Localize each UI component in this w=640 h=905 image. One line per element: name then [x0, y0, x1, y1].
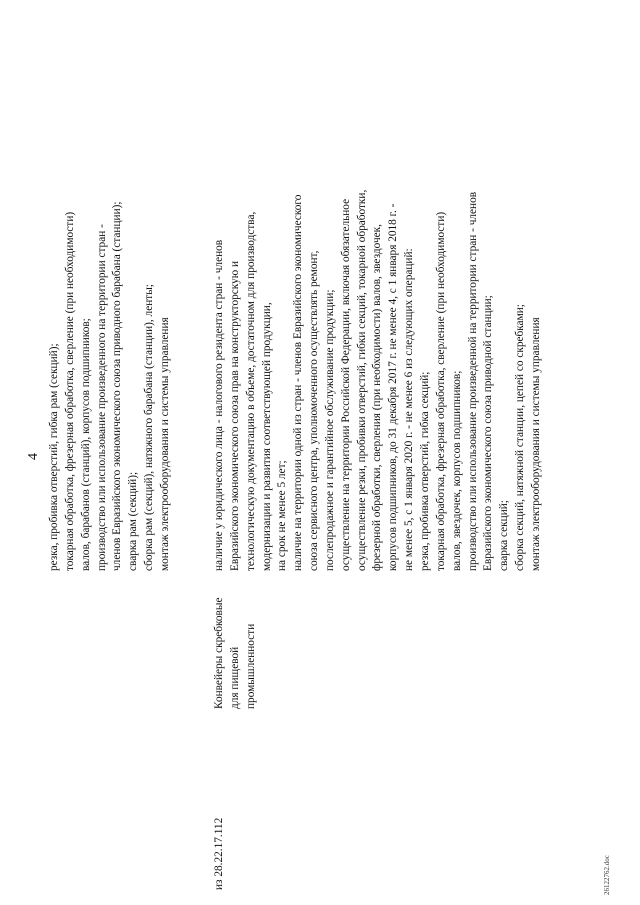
document-footer-code: 26122762.doc — [603, 855, 611, 895]
text-line: модернизации и развития соответствующей продукции, — [260, 302, 273, 571]
text-line: не менее 5, с 1 января 2020 г. - не менее 6 из следующих операций: — [403, 248, 416, 571]
text-line: для пищевой — [228, 646, 241, 709]
continuation-requirements — [47, 201, 174, 571]
text-line: токарная обработка, фрезерная обработка, сверление (при необходимости) — [63, 211, 76, 571]
text-line: Евразийского экономического союза прав на конструкторскую и — [228, 260, 241, 571]
text-line: валов, барабанов (станций), корпусов подшипников; — [79, 318, 92, 571]
text-line: технологическую документацию в объеме, достаточном для производства, — [244, 211, 257, 571]
text-line: корпусов подшипников, до 31 декабря 2017 г. не менее 4, с 1 января 2018 г. - — [387, 203, 400, 571]
text-line: резка, пробивка отверстий, гибка секций; — [418, 371, 431, 571]
text-line: послепродажное и гарантийное обслуживание продукции; — [323, 289, 336, 571]
text-line: членов Евразийского экономического союза приводного барабана (станции); — [111, 201, 124, 571]
text-line: производство или использование произведенного на территории стран - — [95, 224, 108, 571]
text-line: на срок не менее 5 лет; — [276, 460, 289, 571]
text-line: наличие у юридического лица - налогового резидента стран - членов — [213, 239, 225, 571]
text-line: Конвейеры скребковые — [213, 597, 225, 709]
text-line: союза сервисного центра, уполномоченного осуществлять ремонт, — [308, 250, 321, 571]
text-line: осуществление на территории Российской Федерации, включая обязательное — [339, 198, 352, 571]
text-line: Евразийского экономического союза приводной станции; — [482, 295, 495, 571]
product-name — [212, 598, 260, 710]
text-line: резка, пробивка отверстий, гибка рам (секций); — [48, 343, 60, 571]
text-line: производство или использование произведенной на территории стран - членов — [466, 191, 479, 571]
text-line: фрезерной обработки, сверления (при необходимости) валов, звездочек, — [371, 224, 384, 571]
text-line: валов, звездочек, корпусов подшипников; — [450, 370, 463, 571]
production-requirements — [212, 190, 545, 571]
text-line: сварка рам (секций); — [127, 471, 140, 571]
text-line: сборка секций, натяжной станции, цепей со скребками; — [514, 304, 527, 571]
text-line: осуществление резки, пробивки отверстий, гибки секций, токарной обработки, — [355, 189, 368, 571]
text-line: промышленности — [244, 623, 257, 709]
text-line: монтаж электрооборудования и системы управления — [158, 317, 171, 571]
product-code: из 28.22.17.112 — [213, 817, 225, 890]
text-line: монтаж электрооборудования и системы управления — [529, 317, 542, 571]
text-line: сборка рам (секций), натяжного барабана (станции), ленты; — [143, 284, 156, 571]
text-line: сварка секций; — [498, 500, 511, 571]
page-number: 4 — [26, 453, 41, 460]
text-line: токарная обработка, фрезерная обработка, сверление (при необходимости) — [434, 211, 447, 571]
text-line: наличие на территории одной из стран - членов Евразийского экономического — [292, 194, 305, 571]
